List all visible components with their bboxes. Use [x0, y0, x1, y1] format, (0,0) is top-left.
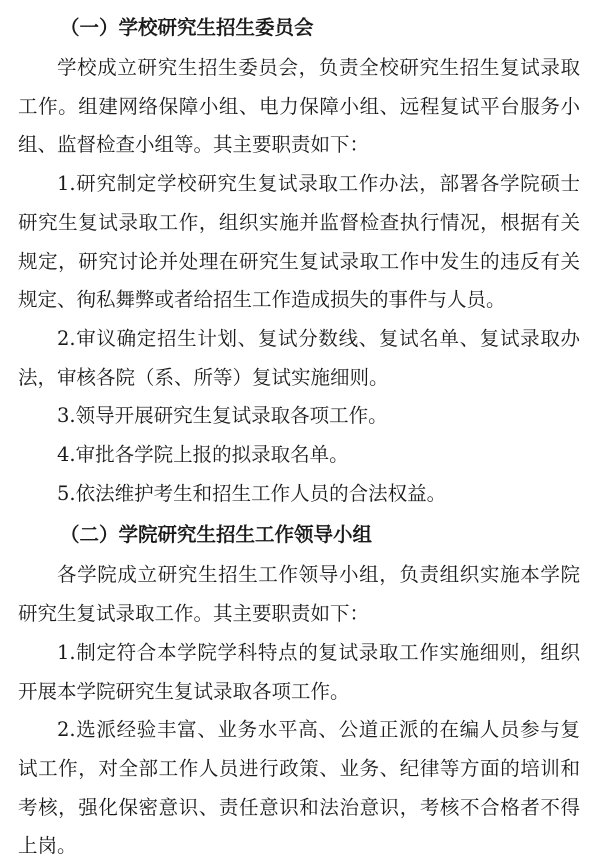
section2-intro: 各学院成立研究生招生工作领导小组，负责组织实施本学院研究生复试录取工作。其主要职责如下：	[18, 563, 580, 626]
section2-item-1: 1.制定符合本学院学科特点的复试录取工作实施细则，组织开展本学院研究生复试录取各项工作。	[18, 640, 580, 703]
section2-heading: （二）学院研究生招生工作领导小组	[60, 523, 373, 547]
section1-item-3: 3.领导开展研究生复试录取各项工作。	[57, 404, 388, 428]
section1-item-1: 1.研究制定学校研究生复试录取工作办法，部署各学院硕士研究生复试录取工作，组织实施并监督检查执行情况，根据有关规定，研究讨论并处理在研究生复试录取工作中发生的违反有关规定、徇私舞弊或者给招生工作造成损失的事件与人员。	[18, 172, 580, 312]
section1-heading: （一）学校研究生招生委员会	[60, 16, 314, 39]
section2-item-2: 2.选派经验丰富、业务水平高、公道正派的在编人员参与复试工作，对全部工作人员进行政策、业务、纪律等方面的培训和考核，强化保密意识、责任意识和法治意识，考核不合格者不得上岗。	[18, 718, 580, 858]
section1-intro: 学校成立研究生招生委员会，负责全校研究生招生复试录取工作。组建网络保障小组、电力保障小组、远程复试平台服务小组、监督检查小组等。其主要职责如下：	[18, 56, 580, 157]
section1-item-2: 2.审议确定招生计划、复试分数线、复试名单、复试录取办法，审核各院（系、所等）复试实施细则。	[18, 326, 580, 389]
section1-item-5: 5.依法维护考生和招生工作人员的合法权益。	[57, 481, 447, 505]
section1-item-4: 4.审批各学院上报的拟录取名单。	[57, 443, 349, 467]
